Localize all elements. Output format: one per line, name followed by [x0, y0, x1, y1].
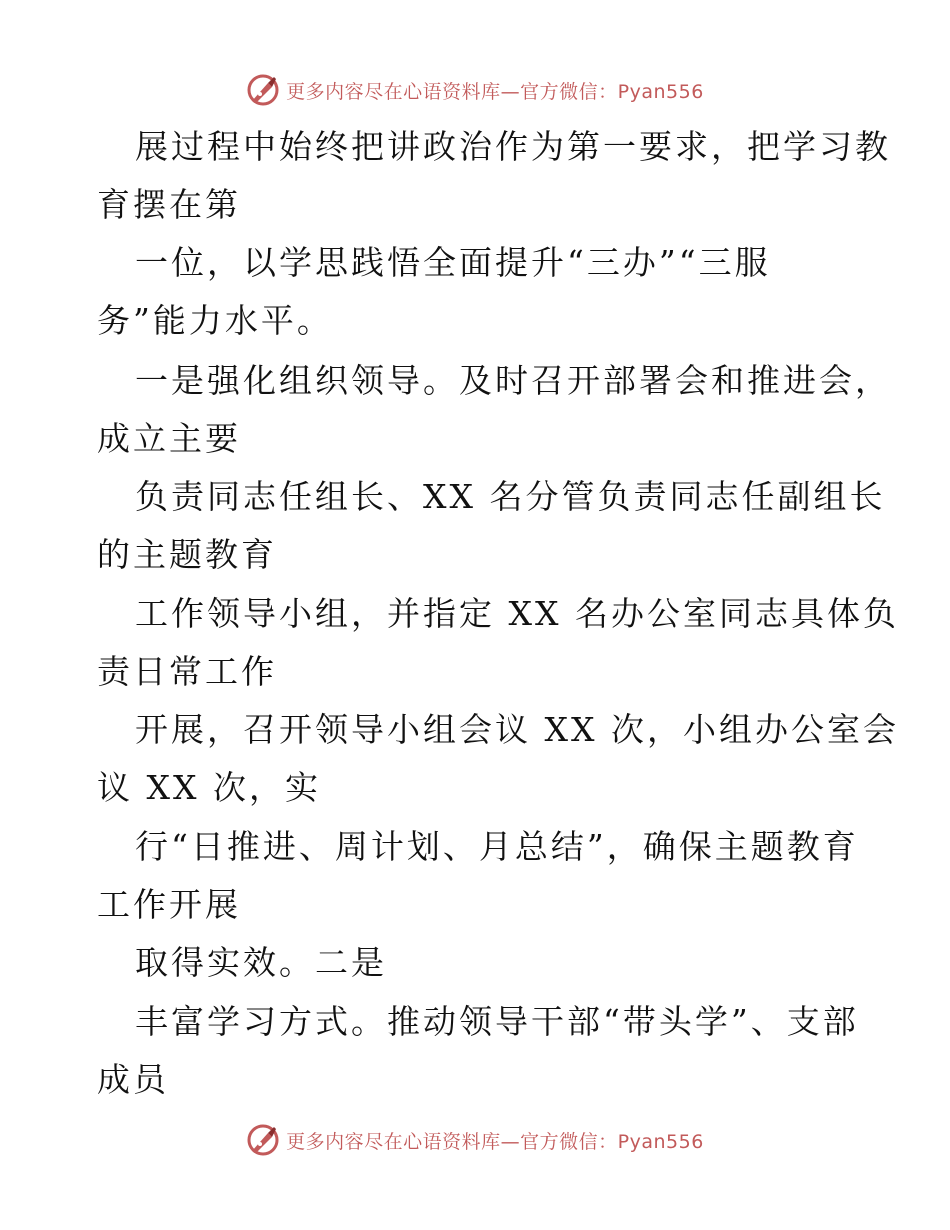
- text-line: 负责同志任组长、XX 名分管负责同志任副组长: [135, 477, 886, 516]
- text-line: 务”能力水平。: [97, 301, 333, 340]
- watermark-text: 更多内容尽在心语资料库—官方微信：Pyan556: [286, 1130, 704, 1153]
- pen-nib-logo-icon: [246, 1123, 280, 1157]
- text-line: 工作领导小组，并指定 XX 名办公室同志具体负: [135, 594, 899, 633]
- text-line: 议 XX 次，实: [97, 768, 321, 807]
- text-line: 成立主要: [97, 419, 241, 458]
- text-line: 育摆在第: [97, 185, 241, 224]
- text-line: 行“日推进、周计划、月总结”，确保主题教育: [135, 827, 859, 866]
- text-line: 开展，召开领导小组会议 XX 次，小组办公室会: [135, 710, 899, 749]
- text-line: 一是强化组织领导。及时召开部署会和推进会，: [135, 361, 891, 400]
- text-line: 一位，以学思践悟全面提升“三办”“三服: [135, 243, 771, 282]
- text-line: 责日常工作: [97, 652, 277, 691]
- footer-watermark: [0, 1120, 950, 1160]
- text-line: 取得实效。二是: [135, 943, 387, 982]
- text-line: 展过程中始终把讲政治作为第一要求，把学习教: [135, 127, 891, 166]
- watermark-text: 更多内容尽在心语资料库—官方微信：Pyan556: [286, 80, 704, 103]
- header-watermark: [0, 70, 950, 110]
- text-line: 丰富学习方式。推动领导干部“带头学”、支部: [135, 1002, 859, 1041]
- text-line: 成员: [97, 1060, 169, 1099]
- text-line: 的主题教育: [97, 535, 277, 574]
- text-line: 工作开展: [97, 885, 241, 924]
- pen-nib-logo-icon: [246, 73, 280, 107]
